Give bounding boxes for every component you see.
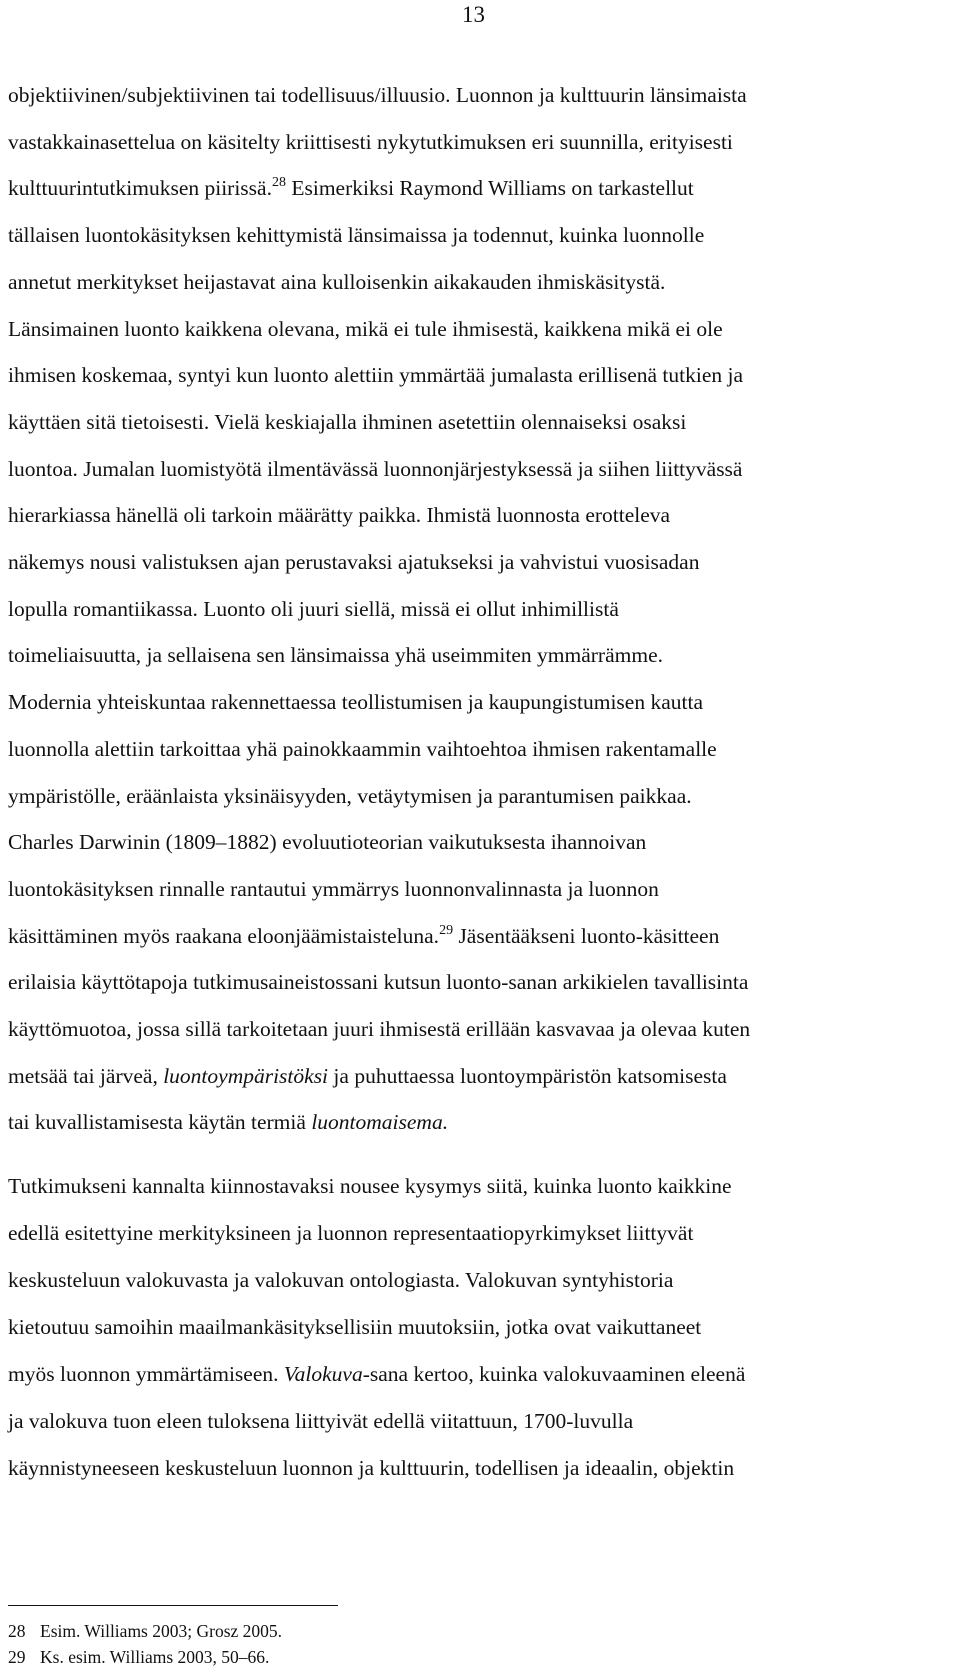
text-segment: käsittäminen myös raakana eloonjäämistaisteluna.: [8, 923, 440, 948]
text-line: kietoutuu samoihin maailmankäsityksellisiin muutoksiin, jotka ovat vaikuttaneet: [8, 1315, 702, 1339]
text-line: ihmisen koskemaa, syntyi kun luonto alettiin ymmärtää jumalasta erillisenä tutkien ja: [8, 363, 744, 388]
text-line: keskusteluun valokuvasta ja valokuvan ontologiasta. Valokuvan syntyhistoria: [8, 1268, 674, 1292]
text-line: luontoa. Jumalan luomistyötä ilmentävässä luonnonjärjestyksessä ja siihen liittyvässä: [8, 456, 743, 481]
text-segment: Esimerkiksi Raymond Williams on tarkastellut: [285, 176, 694, 201]
text-line: Charles Darwinin (1809–1882) evoluutioteorian vaikutuksesta ihannoivan: [8, 830, 647, 855]
text-line: käynnistyneeseen keskusteluun luonnon ja kulttuurin, todellisen ja ideaalin, objektin: [8, 1456, 735, 1480]
text-segment: metsää tai järveä,: [8, 1063, 164, 1088]
body-paragraph-1: [8, 72, 954, 1146]
footnote-ref[interactable]: 28: [271, 175, 286, 191]
footnote-separator: [8, 1605, 338, 1606]
text-line: [8, 1351, 954, 1398]
text-line: ja valokuva tuon eleen tuloksena liittyivät edellä viitattuun, 1700-luvulla: [8, 1409, 634, 1433]
text-line: käyttäen sitä tietoisesti. Vielä keskiajalla ihminen asetettiin olennaiseksi osaksi: [8, 409, 687, 434]
footnote-ref[interactable]: 29: [439, 922, 454, 938]
text-line: erilaisia käyttötapoja tutkimusaineistossani kutsun luonto-sanan arkikielen tavallisinta: [8, 970, 749, 995]
body-paragraph-2: [8, 1163, 954, 1492]
footnote-text: Ks. esim. Williams 2003, 50–66.: [40, 1647, 270, 1667]
text-segment: ja puhuttaessa luontoympäristön katsomisesta: [328, 1063, 727, 1088]
footnote-28: [8, 1618, 282, 1644]
footnote-text: Esim. Williams 2003; Grosz 2005.: [40, 1621, 283, 1641]
italic-term: Valokuva: [283, 1362, 363, 1386]
text-line: edellä esitettyine merkityksineen ja luonnon representaatiopyrkimykset liittyvät: [8, 1221, 694, 1245]
text-line: annetut merkitykset heijastavat aina kulloisenkin aikakauden ihmiskäsitystä.: [8, 269, 666, 294]
text-segment: kulttuurintutkimuksen piirissä.: [8, 176, 272, 201]
text-line: [8, 1099, 954, 1146]
text-line: luonnolla alettiin tarkoittaa yhä painokkaammin vaihtoehtoa ihmisen rakentamalle: [8, 736, 717, 761]
footnote-number: 28: [8, 1621, 26, 1641]
text-line: Länsimainen luonto kaikkena olevana, mikä ei tule ihmisestä, kaikkena mikä ei ole: [8, 316, 723, 341]
text-segment: myös luonnon ymmärtämiseen.: [8, 1362, 284, 1386]
text-line: toimeliaisuutta, ja sellaisena sen länsimaissa yhä useimmiten ymmärrämme.: [8, 643, 663, 668]
footnotes: [8, 1618, 282, 1670]
text-line: luontokäsityksen rinnalle rantautui ymmärrys luonnonvalinnasta ja luonnon: [8, 876, 659, 901]
text-line: [8, 1053, 954, 1100]
text-line: objektiivinen/subjektiivinen tai todellisuus/illuusio. Luonnon ja kulttuurin länsimaista: [8, 83, 747, 107]
footnote-29: [8, 1644, 282, 1670]
text-line: [8, 165, 954, 212]
text-segment: tai kuvallistamisesta käytän termiä: [8, 1110, 312, 1135]
text-line: [8, 913, 954, 960]
text-segment: -sana kertoo, kuinka valokuvaaminen eleenä: [362, 1362, 746, 1386]
text-line: hierarkiassa hänellä oli tarkoin määrätty paikka. Ihmistä luonnosta erotteleva: [8, 503, 671, 528]
text-line: tällaisen luontokäsityksen kehittymistä länsimaissa ja todennut, kuinka luonnolle: [8, 223, 705, 248]
text-line: näkemys nousi valistuksen ajan perustavaksi ajatukseksi ja vahvistui vuosisadan: [8, 550, 700, 575]
page-number: 13: [462, 2, 485, 27]
text-line: käyttömuotoa, jossa sillä tarkoitetaan juuri ihmisestä erillään kasvavaa ja olevaa kuten: [8, 1017, 751, 1042]
text-line: Tutkimukseni kannalta kiinnostavaksi nousee kysymys siitä, kuinka luonto kaikkine: [8, 1174, 732, 1198]
text-line: vastakkainasettelua on käsitelty kriittisesti nykytutkimuksen eri suunnilla, erityisesti: [8, 129, 733, 154]
text-line: ympäristölle, eräänlaista yksinäisyyden, vetäytymisen ja parantumisen paikkaa.: [8, 783, 692, 808]
italic-term: luontoympäristöksi: [163, 1063, 329, 1088]
text-segment: Jäsentääkseni luonto-käsitteen: [453, 923, 720, 948]
text-line: lopulla romantiikassa. Luonto oli juuri siellä, missä ei ollut inhimillistä: [8, 596, 619, 621]
footnote-number: 29: [8, 1647, 26, 1667]
italic-term: luontomaisema.: [311, 1110, 449, 1135]
text-line: Modernia yhteiskuntaa rakennettaessa teollistumisen ja kaupungistumisen kautta: [8, 690, 703, 715]
